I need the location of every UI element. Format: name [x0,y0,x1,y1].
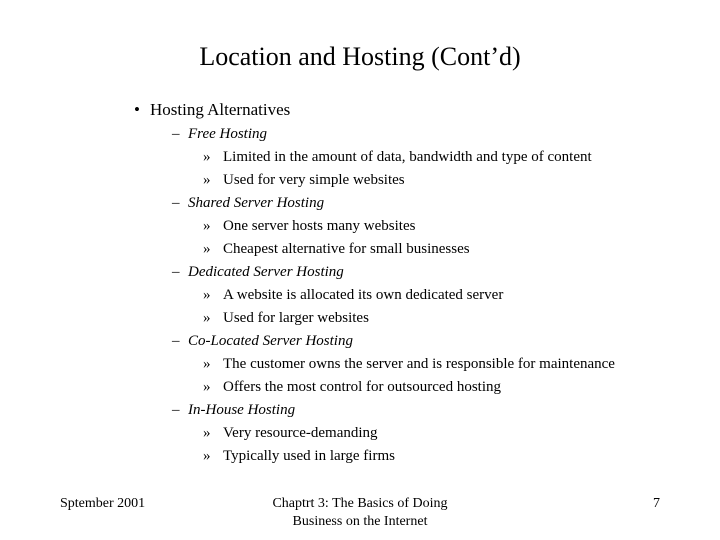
section-point [203,422,720,445]
bullet-icon: • [134,100,140,119]
main-bullet-text: Hosting Alternatives [150,100,291,119]
footer-chapter [240,495,480,531]
raquo-icon: » [203,310,211,326]
section-point-text: One server hosts many websites [223,218,416,234]
section-point-text: Cheapest alternative for small businesses [223,241,470,257]
section-heading [172,261,720,284]
section-heading-text: Free Hosting [188,126,268,142]
section-point [203,353,720,376]
section-point [203,376,720,399]
section-point [203,284,720,307]
dash-icon: – [172,195,180,211]
section-point [203,215,720,238]
raquo-icon: » [203,448,211,464]
raquo-icon: » [203,287,211,303]
dash-icon: – [172,126,180,142]
section-heading-text: Dedicated Server Hosting [188,264,344,280]
raquo-icon: » [203,149,211,165]
section-heading-text: Shared Server Hosting [188,195,325,211]
section-point [203,169,720,192]
page-number: 7 [653,496,660,511]
section-point-text: The customer owns the server and is responsible for maintenance [223,356,615,372]
section-heading [172,192,720,215]
raquo-icon: » [203,241,211,257]
raquo-icon: » [203,218,211,234]
section-point [203,146,720,169]
section-point [203,238,720,261]
section-heading-text: Co-Located Server Hosting [188,333,353,349]
dash-icon: – [172,264,180,280]
raquo-icon: » [203,425,211,441]
footer-chapter-line1: Chaptrt 3: The Basics of Doing [272,496,448,511]
section-point-text: Used for larger websites [223,310,369,326]
section-point-text: Limited in the amount of data, bandwidth and type of content [223,149,592,165]
section-heading-text: In-House Hosting [188,402,296,418]
section-point-text: Used for very simple websites [223,172,405,188]
section-heading [172,330,720,353]
section-point-text: A website is allocated its own dedicated server [223,287,504,303]
raquo-icon: » [203,379,211,395]
dash-icon: – [172,402,180,418]
footer-chapter-line2: Business on the Internet [292,514,428,529]
section-point [203,445,720,468]
section-point-text: Typically used in large firms [223,448,395,464]
slide-title: Location and Hosting (Cont’d) [199,42,521,71]
section-heading [172,399,720,422]
section-point-text: Very resource-demanding [223,425,378,441]
hosting-outline [0,123,720,468]
main-bullet [134,98,290,122]
section-heading [172,123,720,146]
raquo-icon: » [203,172,211,188]
footer-date: Sptember 2001 [60,496,146,511]
raquo-icon: » [203,356,211,372]
section-point [203,307,720,330]
dash-icon: – [172,333,180,349]
section-point-text: Offers the most control for outsourced hosting [223,379,502,395]
